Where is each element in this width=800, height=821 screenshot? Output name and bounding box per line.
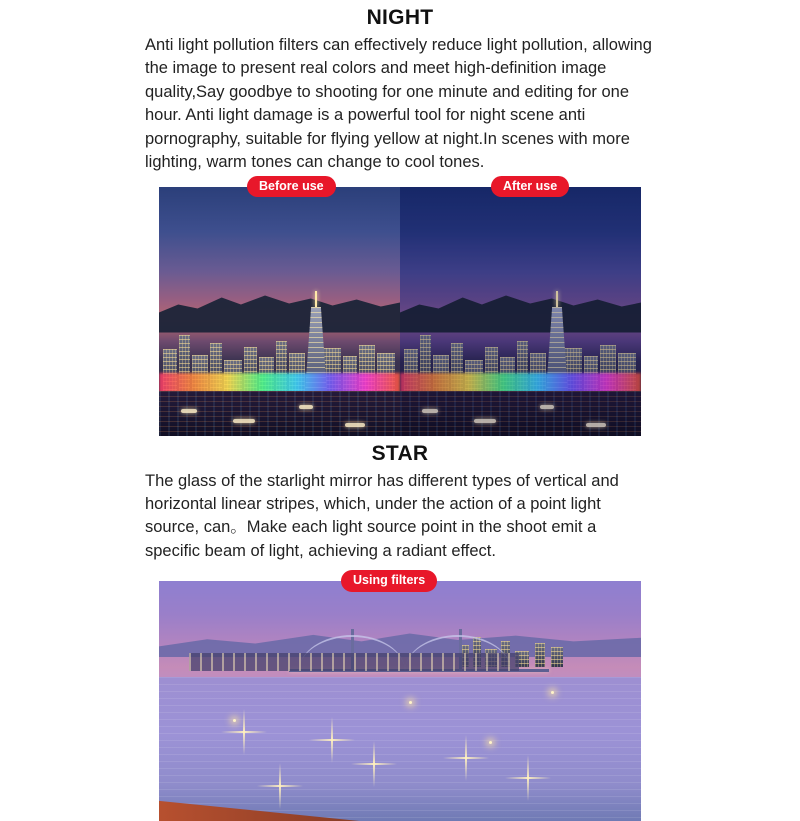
harbor-water — [159, 391, 400, 436]
bay-water — [159, 677, 641, 821]
badge-before-use: Before use — [247, 176, 336, 198]
starburst-flare — [465, 757, 467, 759]
paragraph-star: The glass of the starlight mirror has different types of vertical and horizontal linear stripes, which, under the action of a point light source, can。Make each light source point in the shoot emit a specific beam of light, achieving a radiant effect. — [145, 471, 619, 560]
badge-using-filters: Using filters — [341, 570, 437, 592]
night-comparison-photo — [159, 187, 641, 436]
star-filter-photo — [159, 581, 641, 821]
badge-after-use: After use — [491, 176, 569, 198]
starburst-flare — [373, 763, 375, 765]
tower-spire — [315, 291, 317, 307]
night-photo-after-half — [400, 187, 641, 436]
paragraph-night: Anti light pollution filters can effectively reduce light pollution, allowing the image to present real colors and meet high-definition image quality,Say goodbye to shooting for one minute and editing for one hour. Anti light damage is a powerful tool for night scene anti pornography, suitable for flying yellow at night.In scenes with more lighting, warm tones can change to cool tones. — [145, 36, 652, 172]
night-photo-before-half — [159, 187, 400, 436]
page-title-night: NIGHT — [366, 6, 434, 29]
section-star — [0, 442, 800, 821]
star-image-wrapper — [159, 573, 641, 821]
section-night — [0, 6, 800, 436]
page-title-star: STAR — [371, 441, 429, 465]
lighted-pier — [189, 653, 519, 671]
starburst-flare — [527, 777, 529, 779]
starburst-flare — [331, 739, 333, 741]
starburst-flare — [279, 785, 281, 787]
product-description-page — [0, 6, 800, 806]
cool-tone-overlay — [400, 187, 641, 436]
night-image-wrapper — [159, 178, 641, 436]
starburst-flare — [243, 731, 245, 733]
